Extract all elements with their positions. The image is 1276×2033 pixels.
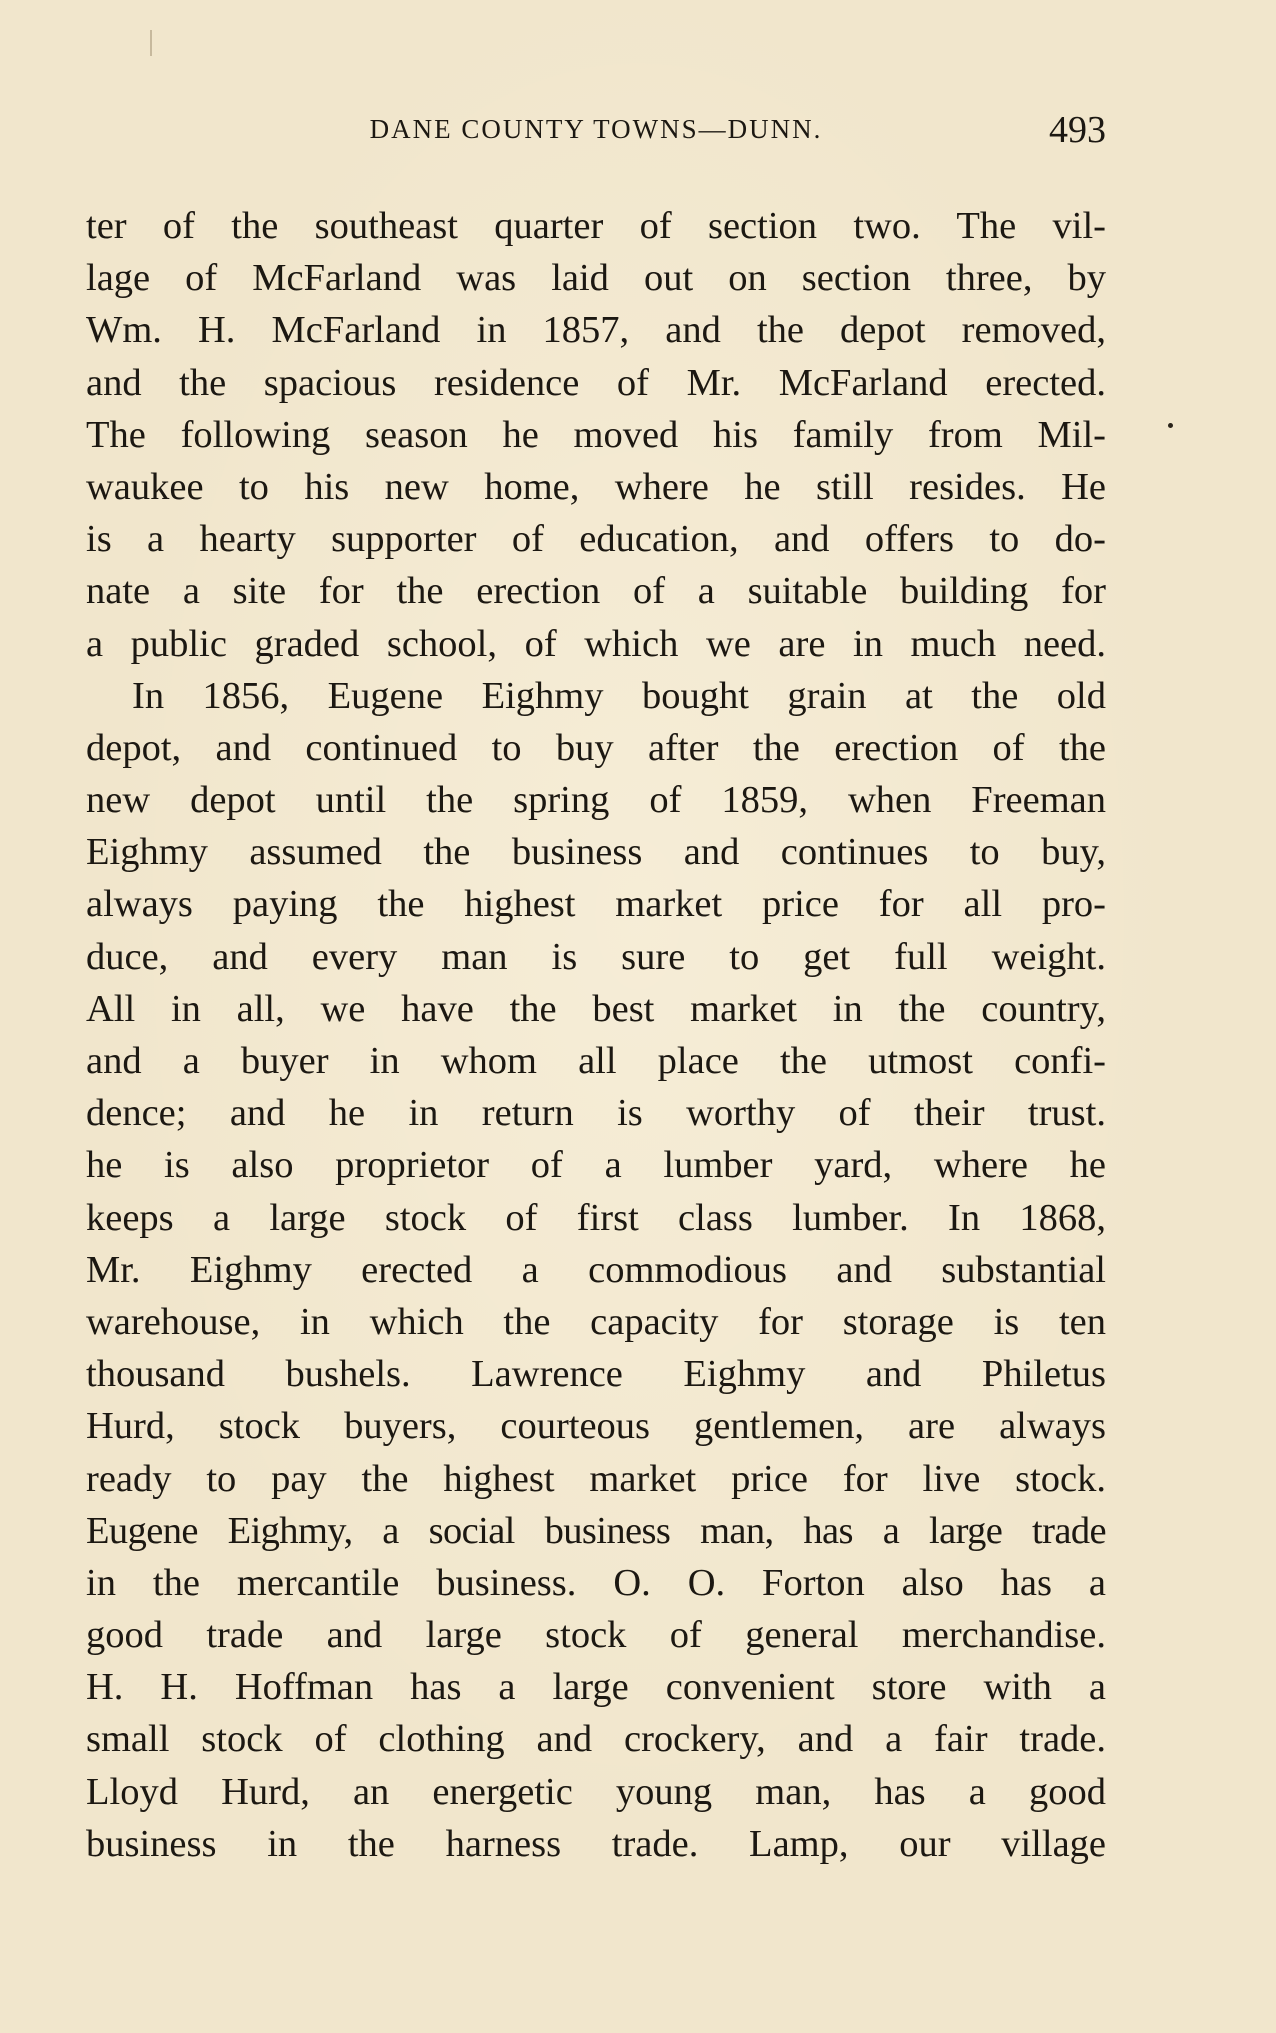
text-line: H. H. Hoffman has a large convenient store with a [86, 1666, 1106, 1709]
text-line: duce, and every man is sure to get full weight. [86, 935, 1106, 978]
text-line: Eighmy assumed the business and continues to buy, [86, 831, 1106, 874]
running-title: DANE COUNTY TOWNS—DUNN. [369, 114, 823, 144]
text-line: nate a site for the erection of a suitable building for [86, 570, 1106, 613]
text-line: depot, and continued to buy after the erection of the [86, 726, 1106, 769]
page-number: 493 [1049, 109, 1106, 151]
text-line: The following season he moved his family from Mil- [86, 413, 1106, 456]
text-line: small stock of clothing and crockery, and a fair trade. [86, 1718, 1106, 1761]
text-line: dence; and he in return is worthy of their trust. [86, 1092, 1106, 1135]
text-line: ter of the southeast quarter of section two. The vil- [86, 205, 1106, 247]
text-line: Mr. Eighmy erected a commodious and substantial [86, 1248, 1106, 1291]
text-line: Hurd, stock buyers, courteous gentlemen, are always [86, 1405, 1106, 1448]
text-line: good trade and large stock of general merchandise. [86, 1614, 1106, 1657]
text-line: warehouse, in which the capacity for storage is ten [86, 1300, 1106, 1343]
text-line: Lloyd Hurd, an energetic young man, has a good [86, 1770, 1106, 1813]
text-line: and the spacious residence of Mr. McFarland erected. [86, 361, 1106, 404]
text-line: new depot until the spring of 1859, when Freeman [86, 779, 1106, 822]
paper-mark [150, 30, 152, 56]
text-line: business in the harness trade. Lamp, our village [86, 1822, 1106, 1865]
text-line: Eugene Eighmy, a social business man, has a large trade [86, 1509, 1106, 1552]
text-line: ready to pay the highest market price for live stock. [86, 1457, 1106, 1500]
text-line: he is also proprietor of a lumber yard, where he [86, 1144, 1106, 1187]
text-line: always paying the highest market price for all pro- [86, 883, 1106, 926]
text-line: In 1856, Eugene Eighmy bought grain at the old [132, 674, 1106, 717]
text-line: waukee to his new home, where he still resides. He [86, 465, 1106, 508]
text-line: keeps a large stock of first class lumber. In 1868, [86, 1196, 1106, 1239]
text-line: lage of McFarland was laid out on section three, by [86, 257, 1106, 300]
margin-dot [1168, 423, 1173, 428]
text-line: in the mercantile business. O. O. Forton also has a [86, 1561, 1106, 1604]
text-line: and a buyer in whom all place the utmost confi- [86, 1040, 1106, 1082]
body-text [86, 200, 1106, 1870]
page-header [86, 108, 1106, 158]
text-line: All in all, we have the best market in the country, [86, 987, 1106, 1030]
text-line: Wm. H. McFarland in 1857, and the depot removed, [86, 309, 1106, 352]
text-line: thousand bushels. Lawrence Eighmy and Philetus [86, 1353, 1106, 1396]
text-line: a public graded school, of which we are in much need. [86, 622, 1106, 665]
text-line: is a hearty supporter of education, and offers to do- [86, 518, 1106, 561]
